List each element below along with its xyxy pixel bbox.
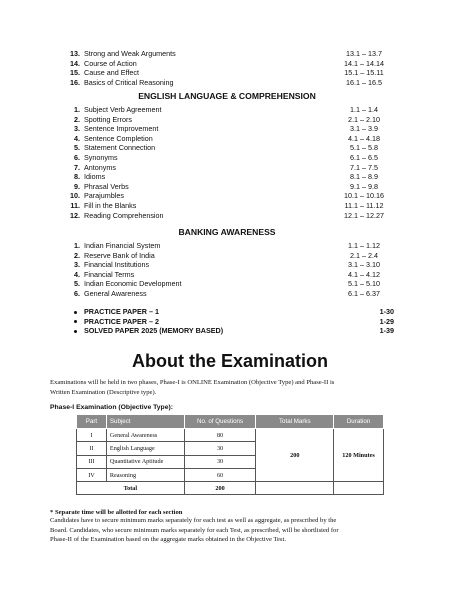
footnote-line: Candidates have to secure minimum marks separately for each test as well as aggregate, as prescribed by the [50,517,337,524]
footnote-heading: * Separate time will be allotted for each section [50,509,183,516]
toc-row: 10. Parajumbles 10.1 – 10.16 [70,191,384,201]
exam-intro-paragraph [50,378,412,397]
cell-questions: 80 [184,429,256,442]
toc-row: 12. Reading Comprehension 12.1 – 12.27 [70,210,384,220]
cell-duration: 120 Minutes [334,429,384,482]
cell-questions: 60 [184,468,256,481]
header-marks: Total Marks [256,415,334,429]
cell-part: III [77,455,107,468]
toc-row: 4. Financial Terms 4.1 – 4.12 [74,269,380,279]
toc-row: 16. Basics of Critical Reasoning 16.1 – 16.5 [70,77,382,87]
cell-subject: Quantitative Aptitude [106,455,184,468]
cell-total-label: Total [77,482,185,495]
table-row [77,429,384,442]
toc-row: 1. Indian Financial System 1.1 – 1.12 [74,241,380,250]
toc-row: 3. Financial Institutions 3.1 – 3.10 [74,260,380,270]
toc-row: 9. Phrasal Verbs 9.1 – 9.8 [74,181,378,191]
header-part: Part [77,415,107,429]
table-total-row [77,482,384,495]
toc-row: 6. General Awareness 6.1 – 6.37 [74,288,380,298]
toc-row: 14. Course of Action 14.1 – 14.14 [70,58,384,68]
cell-total-marks: 200 [256,429,334,482]
about-exam-title: About the Examination [131,351,328,371]
banking-topic-list [60,241,394,299]
toc-row: 11. Fill in the Blanks 11.1 – 11.12 [70,200,384,210]
exam-pattern-table [76,414,384,495]
footnote-line: Board. Candidates, who secure minimum marks separately for each Test, as prescribed, will be shortlisted for [50,526,339,534]
practice-item: PRACTICE PAPER – 1 1-30 [70,307,394,317]
toc-row: 3. Sentence Improvement 3.1 – 3.9 [74,124,378,134]
toc-row: 5. Indian Economic Development 5.1 – 5.10 [74,279,380,289]
cell-empty [256,482,334,495]
toc-row: 2. Reserve Bank of India 2.1 – 2.4 [74,250,378,260]
cell-subject: English Language [106,442,184,455]
footnote-paragraph [50,516,412,545]
toc-row: 1. Subject Verb Agreement 1.1 – 1.4 [74,105,378,114]
cell-subject: General Awareness [106,429,184,442]
table-header-row [77,415,384,429]
toc-row: 2. Spotting Errors 2.1 – 2.10 [74,114,380,124]
cell-questions: 30 [184,455,256,468]
cell-empty [334,482,384,495]
cell-subject: Reasoning [106,468,184,481]
header-duration: Duration [334,415,384,429]
cell-part: II [77,442,107,455]
english-section-heading: ENGLISH LANGUAGE & COMPREHENSION [138,91,316,101]
toc-row: 7. Antonyms 7.1 – 7.5 [74,162,378,172]
bullet-icon [74,320,77,323]
intro-line: Examinations will be held in two phases, Phase-I is ONLINE Examination (Objective Type) and Phase-II is [50,379,335,386]
cell-total-questions: 200 [184,482,256,495]
cell-part: I [77,429,107,442]
header-subject: Subject [106,415,184,429]
toc-row: 4. Sentence Completion 4.1 – 4.18 [74,133,380,143]
cell-questions: 30 [184,442,256,455]
intro-line: Written Examination (Descriptive type). [50,388,157,396]
toc-row: 5. Statement Connection 5.1 – 5.8 [74,143,378,153]
english-topic-list [60,105,394,220]
practice-paper-list [70,307,394,336]
banking-section-heading: BANKING AWARENESS [178,227,276,237]
bullet-icon [74,330,77,333]
practice-item: SOLVED PAPER 2025 (MEMORY BASED) 1-39 [70,326,394,336]
header-questions: No. of Questions [184,415,256,429]
bullet-icon [74,311,77,314]
footnote-line: Phase-II of the Examination based on the aggregate marks obtained in the Objective Test. [50,536,286,544]
toc-row: 13. Strong and Weak Arguments 13.1 – 13.7 [70,49,382,58]
cell-part: IV [77,468,107,481]
toc-row: 8. Idioms 8.1 – 8.9 [74,172,378,182]
toc-row: 6. Synonyms 6.1 – 6.5 [74,152,378,162]
phase1-heading: Phase-I Examination (Objective Type): [50,404,174,411]
toc-row: 15. Cause and Effect 15.1 – 15.11 [70,68,384,78]
reasoning-topic-list [60,49,394,87]
practice-item: PRACTICE PAPER – 2 1-29 [70,317,394,327]
